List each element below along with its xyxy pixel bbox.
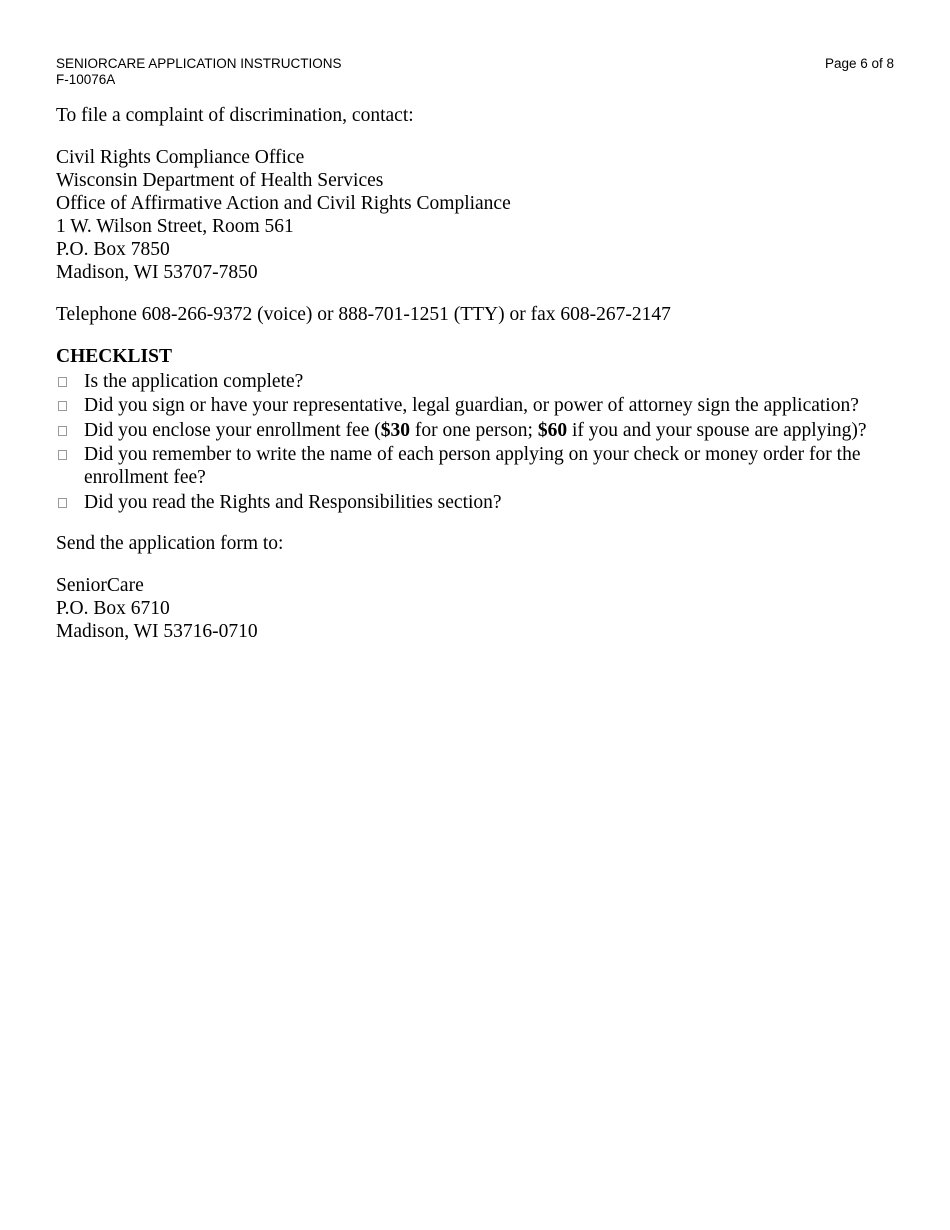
checklist-item-text	[84, 420, 867, 441]
page-indicator: Page 6 of 8	[824, 56, 894, 71]
address-line: Civil Rights Compliance Office	[56, 147, 305, 168]
form-number: F-10076A	[56, 72, 116, 87]
checklist-item-text: Did you sign or have your representative, legal guardian, or power of attorney sign the application?	[84, 395, 859, 416]
civil-rights-address	[56, 146, 906, 284]
checklist	[56, 370, 906, 514]
checkbox-icon[interactable]	[58, 401, 67, 411]
address-line: Madison, WI 53707-7850	[56, 262, 258, 283]
address-line: 1 W. Wilson Street, Room 561	[56, 216, 294, 237]
checkbox-icon[interactable]	[58, 498, 67, 508]
fee-text-after: if you and your spouse are applying)?	[567, 419, 867, 441]
form-title: SENIORCARE APPLICATION INSTRUCTIONS	[56, 56, 342, 71]
address-line: P.O. Box 6710	[56, 597, 170, 619]
checklist-item	[56, 394, 906, 417]
checklist-item	[56, 370, 906, 393]
checklist-heading: CHECKLIST	[56, 346, 172, 367]
fee-text-before: Did you enclose your enrollment fee (	[84, 419, 381, 441]
address-line: SeniorCare	[56, 574, 144, 596]
mailing-address	[56, 574, 906, 643]
checklist-item-text: Is the application complete?	[84, 370, 304, 392]
checklist-item	[56, 491, 906, 514]
header-left	[56, 56, 342, 88]
checklist-item	[56, 419, 906, 442]
checkbox-icon[interactable]	[58, 377, 67, 387]
checklist-item	[56, 443, 906, 489]
address-line: P.O. Box 7850	[56, 239, 170, 260]
telephone-line: Telephone 608-266-9372 (voice) or 888-701-1251 (TTY) or fax 608-267-2147	[56, 304, 671, 325]
fee-text-middle: for one person;	[410, 419, 538, 441]
fee-amount-couple: $60	[537, 419, 568, 441]
mailing-intro: Send the application form to:	[56, 532, 284, 554]
checklist-item-text: Did you remember to write the name of each person applying on your check or money order for the enrollment fee?	[84, 444, 861, 488]
checkbox-icon[interactable]	[58, 426, 67, 436]
checklist-item-text: Did you read the Rights and Responsibilities section?	[84, 491, 502, 513]
document-body	[56, 104, 906, 643]
fee-amount-one-person: $30	[380, 419, 410, 441]
address-line: Office of Affirmative Action and Civil Rights Compliance	[56, 193, 511, 214]
address-line: Madison, WI 53716-0710	[56, 620, 258, 642]
complaint-intro: To file a complaint of discrimination, contact:	[56, 105, 414, 126]
address-line: Wisconsin Department of Health Services	[56, 170, 384, 191]
checkbox-icon[interactable]	[58, 450, 67, 460]
